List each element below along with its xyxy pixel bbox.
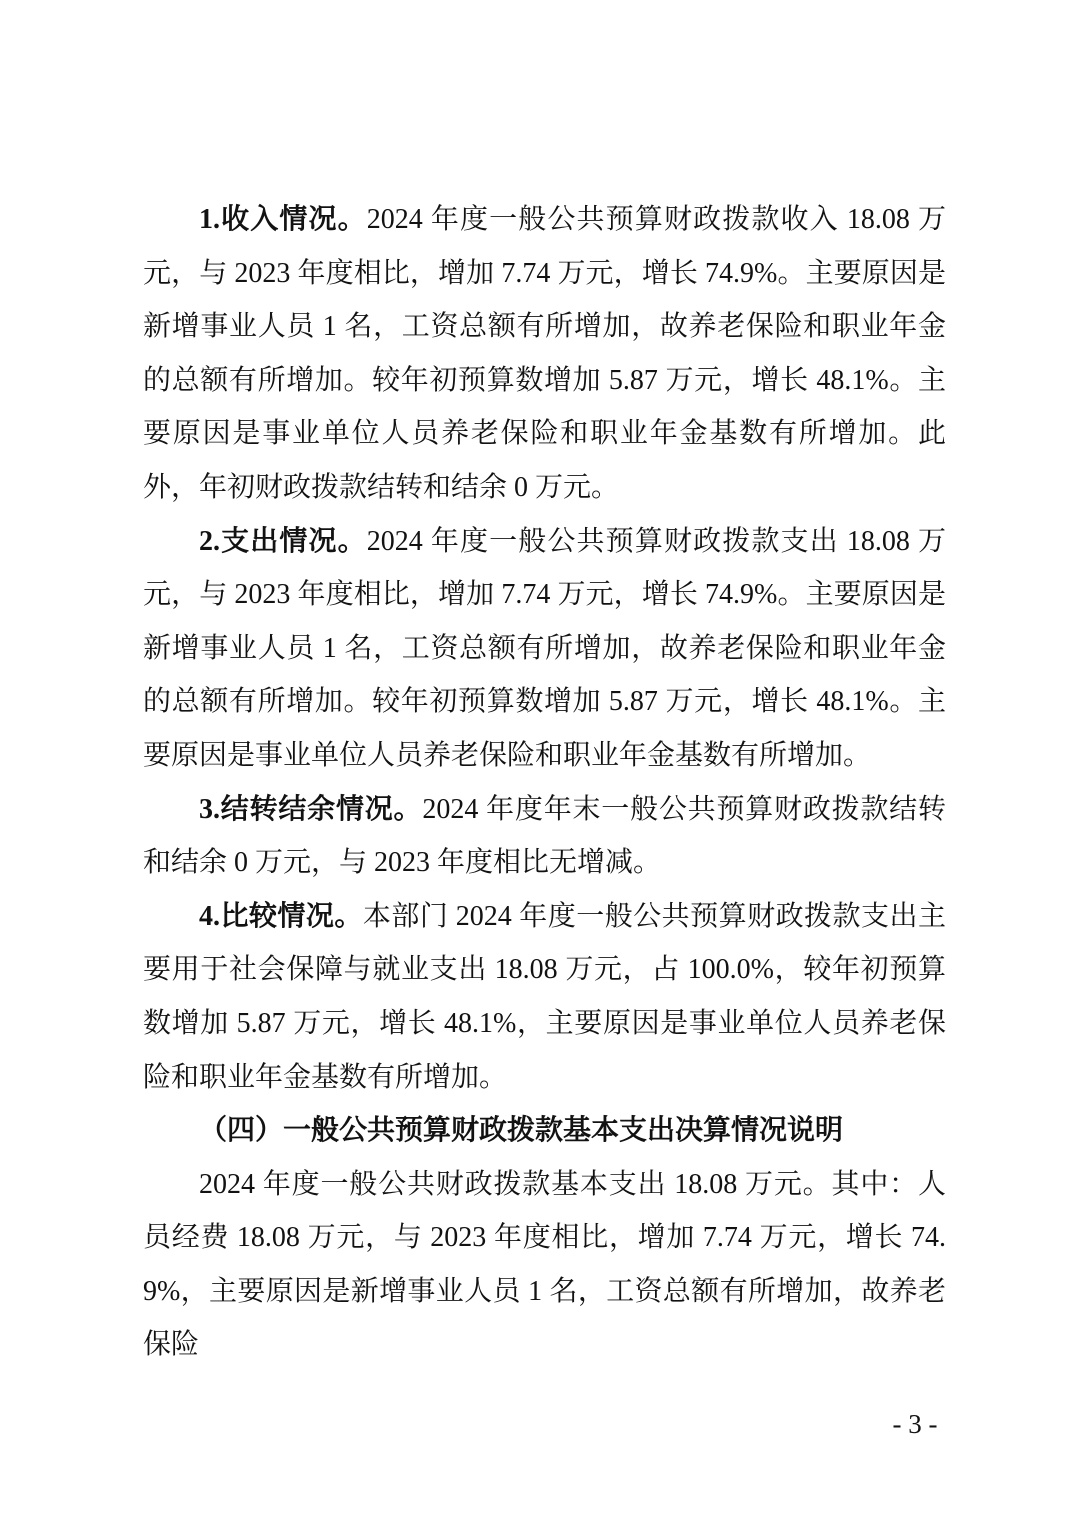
paragraph-comparison xyxy=(143,890,946,1104)
paragraph-basic-expenditure-text: 2024 年度一般公共财政拨款基本支出 18.08 万元。其中：人员经费 18.08 万元，与 2023 年度相比，增加 7.74 万元，增长 74.9%，主要原因是新增事业人员 1 名，工资总额有所增加，故养老保险 xyxy=(143,1168,946,1361)
paragraph-carryover xyxy=(143,783,946,890)
paragraph-expenditure-text: 2024 年度一般公共预算财政拨款支出 18.08 万元，与 2023 年度相比，增加 7.74 万元，增长 74.9%。主要原因是新增事业人员 1 名，工资总额有所增加，故养老保险和职业年金的总额有所增加。较年初预算数增加 5.87 万元，增长 48.1%。主要原因是事业单位人员养老保险和职业年金基数有所增加。 xyxy=(143,525,946,771)
paragraph-comparison-text: 本部门 2024 年度一般公共预算财政拨款支出主要用于社会保障与就业支出 18.08 万元，占 100.0%，较年初预算数增加 5.87 万元，增长 48.1%，主要原因是事业单位人员养老保险和职业年金基数有所增加。 xyxy=(143,900,946,1093)
paragraph-income xyxy=(143,193,946,515)
section-heading-basic-expenditure: （四）一般公共预算财政拨款基本支出决算情况说明 xyxy=(199,1115,844,1147)
document-body xyxy=(143,193,946,1372)
paragraph-income-lead: 1.收入情况。 xyxy=(199,204,367,235)
page-number: - 3 - xyxy=(892,1409,938,1439)
paragraph-basic-expenditure xyxy=(143,1158,946,1372)
paragraph-carryover-text: 2024 年度年末一般公共预算财政拨款结转和结余 0 万元，与 2023 年度相比无增减。 xyxy=(143,793,946,879)
paragraph-carryover-lead: 3.结转结余情况。 xyxy=(199,793,423,825)
paragraph-expenditure xyxy=(143,515,946,783)
paragraph-comparison-lead: 4.比较情况。 xyxy=(199,900,363,932)
paragraph-expenditure-lead: 2.支出情况。 xyxy=(199,525,367,557)
paragraph-income-text: 2024 年度一般公共预算财政拨款收入 18.08 万元，与 2023 年度相比，增加 7.74 万元，增长 74.9%。主要原因是新增事业人员 1 名，工资总额有所增加，故养老保险和职业年金的总额有所增加。较年初预算数增加 5.87 万元，增长 48.1%。主要原因是事业单位人员养老保险和职业年金基数有所增加。此外，年初财政拨款结转和结余 0 万元。 xyxy=(143,204,946,503)
